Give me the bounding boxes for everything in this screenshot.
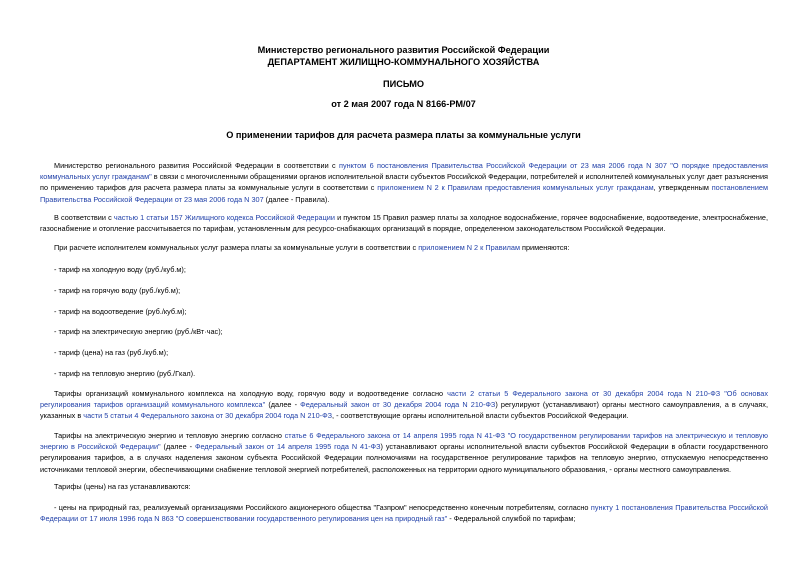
- paragraph-text: ) устанавливают органы исполнительной власти субъектов Российской Федерации в области государственного регулирования тарифов, а в случаях наделения законом субъекта Российской Федерации полномочиями на государственное регулирование тарифов на тепловую энергию, отпускаемую непосредственно источниками тепловой энергии, обеспечивающими снабжение тепловой энергией потребителей, расположенных на территории одного муниципального образования, - органы местного самоуправления.: [40, 442, 768, 474]
- paragraph-5: [40, 430, 768, 475]
- link-decree-307[interactable]: постановлением Правительства Российской Федерации от 23 мая 2006 года N 307: [40, 183, 768, 204]
- paragraph-text: - цены на природный газ, реализуемый организациями Российского акционерного общества "Газпром" непосредственно конечным потребителям, согласно: [54, 503, 591, 512]
- paragraph-text: (далее - Правила).: [263, 194, 330, 204]
- document-date-number: от 2 мая 2007 года N 8166-РМ/07: [331, 99, 476, 109]
- paragraph-text: ) регулируют (устанавливают) органы местного самоуправления, а в случаях, указанных в: [40, 400, 768, 421]
- paragraph-3: [40, 242, 768, 253]
- list-item-cold-water: - тариф на холодную воду (руб./куб.м);: [54, 265, 186, 274]
- paragraph-text: При расчете исполнителем коммунальных услуг размера платы за коммунальные услуги в соответствии с: [54, 243, 419, 252]
- paragraph-text: Министерство регионального развития Российской Федерации в соответствии с: [54, 161, 340, 170]
- paragraph-text: (далее -: [265, 400, 301, 410]
- department-name: ДЕПАРТАМЕНТ ЖИЛИЩНО-КОММУНАЛЬНОГО ХОЗЯЙСТВА: [267, 57, 540, 67]
- paragraph-text: Тарифы организаций коммунального комплекса на холодную воду, горячую воду и водоотведение согласно: [54, 389, 448, 398]
- paragraph-text: , утвержденным: [653, 183, 712, 193]
- link-law-210fz-art5[interactable]: части 2 статьи 5 Федерального закона от 30 декабря 2004 года N 210-ФЗ "Об основах регулирования тарифов организаций коммунального комплекса": [40, 389, 768, 410]
- paragraph-7: [40, 502, 768, 524]
- list-item-hot-water: - тариф на горячую воду (руб./куб.м);: [54, 286, 181, 295]
- paragraph-1: [40, 160, 768, 205]
- paragraph-text: (далее -: [160, 442, 195, 452]
- link-appendix-2-rules[interactable]: приложением N 2 к Правилам предоставления коммунальных услуг гражданам: [377, 183, 654, 193]
- link-law-210fz[interactable]: Федеральный закон от 30 декабря 2004 года N 210-ФЗ: [300, 400, 496, 410]
- ministry-name: Министерство регионального развития Российской Федерации: [257, 45, 550, 55]
- link-decree-307-item-6[interactable]: пунктом 6 постановления Правительства Российской Федерации от 23 мая 2006 года N 307 "О порядке предоставления коммунальных услуг гражданам": [40, 161, 768, 182]
- paragraph-text: применяются:: [520, 243, 570, 252]
- document-subject: О применении тарифов для расчета размера платы за коммунальные услуги: [226, 130, 581, 140]
- paragraph-text: - Федеральной службой по тарифам;: [447, 514, 576, 524]
- link-law-41fz[interactable]: Федеральный закон от 14 апреля 1995 года N 41-ФЗ: [194, 442, 381, 452]
- link-law-41fz-art6[interactable]: статье 6 Федерального закона от 14 апреля 1995 года N 41-ФЗ "О государственном регулировании тарифов на электрическую и тепловую энергию в Российской Федерации": [40, 431, 768, 452]
- link-housing-code-157[interactable]: частью 1 статьи 157 Жилищного кодекса Российской Федерации: [113, 213, 335, 222]
- paragraph-text: Тарифы на электрическую энергию и тепловую энергию согласно: [54, 431, 285, 440]
- paragraph-text: , - соответствующие органы исполнительной власти субъектов Российской Федерации.: [332, 411, 629, 421]
- list-item-gas: - тариф (цена) на газ (руб./куб.м);: [54, 348, 169, 357]
- paragraph-text: в связи с многочисленными обращениями органов исполнительной власти субъектов Российской Федерации, потребителей и исполнителей коммунальных услуг дает разъяснения по применению тарифов для расчета размера платы за коммунальные услуги в соответствии с: [40, 172, 768, 193]
- paragraph-text: В соответствии с: [54, 213, 114, 222]
- paragraph-6: [40, 481, 768, 492]
- paragraph-2: [40, 212, 768, 234]
- list-item-electricity: - тариф на электрическую энергию (руб./кВт·час);: [54, 327, 223, 336]
- link-decree-863[interactable]: пункту 1 постановления Правительства Российской Федерации от 17 июля 1996 года N 863 "О совершенствовании государственного регулирования цен на природный газ": [40, 503, 768, 524]
- link-law-210fz-art4[interactable]: части 5 статьи 4 Федерального закона от 30 декабря 2004 года N 210-ФЗ: [83, 411, 333, 421]
- paragraph-4: [40, 388, 768, 422]
- paragraph-text: Тарифы (цены) на газ устанавливаются:: [54, 482, 191, 491]
- list-item-sewerage: - тариф на водоотведение (руб./куб.м);: [54, 307, 187, 316]
- paragraph-text: и пунктом 15 Правил размер платы за холодное водоснабжение, горячее водоснабжение, водоотведение, электроснабжение, газоснабжение и отопление рассчитывается по тарифам, установленным для ресурсо-снабжающих организаций в порядке, определенном законодательством Российской Федерации.: [40, 213, 768, 234]
- list-item-heat: - тариф на тепловую энергию (руб./Гкал).: [54, 369, 196, 378]
- document-type: ПИСЬМО: [382, 79, 425, 89]
- link-appendix-2[interactable]: приложением N 2 к Правилам: [418, 243, 520, 252]
